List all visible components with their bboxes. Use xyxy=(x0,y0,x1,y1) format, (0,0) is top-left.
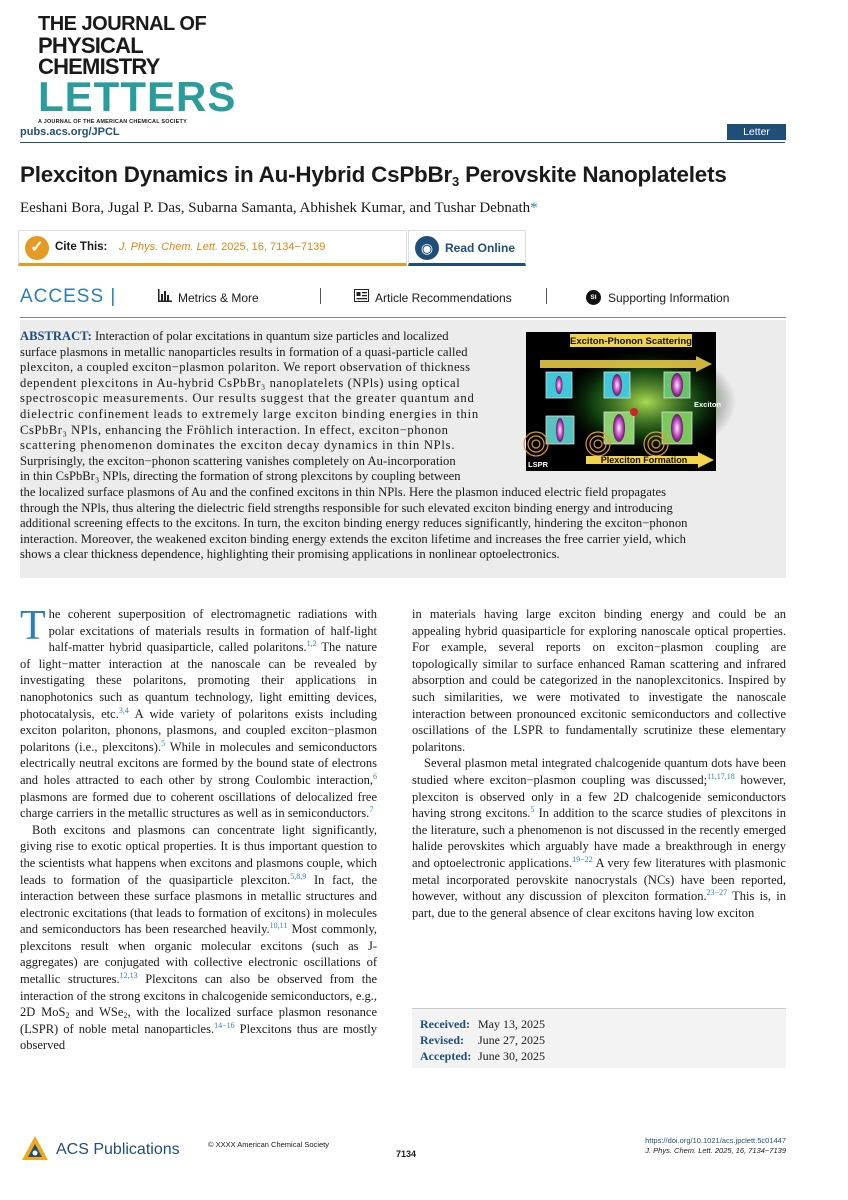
abstract-line: dependent plexcitons in Au-hybrid CsPbBr₃ nanoplatelets (NPls) using optical xyxy=(20,375,461,390)
corresponding-author-mark: * xyxy=(530,200,538,216)
abstract-line: plexciton, a coupled exciton−plasmon polariton. We report observation of thickness xyxy=(20,360,471,375)
journal-url[interactable]: pubs.acs.org/JPCL xyxy=(20,126,120,138)
toc-graphic xyxy=(526,332,722,471)
toc-cube xyxy=(546,372,572,398)
publisher-name[interactable]: ACS Publications xyxy=(56,1141,180,1158)
journal-logo-line2: PHYSICAL CHEMISTRY xyxy=(38,33,160,79)
abstract-label: ABSTRACT: xyxy=(20,329,92,343)
toc-graphic-svg xyxy=(526,332,722,471)
toc-exciton-label: Exciton xyxy=(694,400,722,409)
article-type-badge: Letter xyxy=(727,124,786,140)
accepted-label: Accepted: xyxy=(420,1049,472,1063)
paragraph-text: Both excitons and plasmons can concentrate light significantly, giving rise to exotic optical properties. It is thus important question to the scientists what happens when excitons and plasmons couple, which leads to formation of the quasiparticle plexciton.$^{5,8,9}$ In fact, the interaction between these surface plasmons in metallic structures and electronic excitations (that leads to formation of excitons) in molecules and semiconductors has been researched heavily.$^{10,11}$ Most commonly, plexcitons result when organic molecular excitons (such as J-aggregates) are conjugated with collective electronic oscillations of metallic structures.$^{12,13}$ Plexcitons can also be observed from the interaction of the strong excitons in chalcogenide semiconductors, e.g., 2D MoS$_2$ and WSe$_2$, with the localized surface plasmon resonance (LSPR) of noble metal nanoparticles.$^{14-16}$ Plexcitons thus are mostly observed xyxy=(20,822,378,1053)
received-label: Received: xyxy=(420,1017,470,1031)
bar-chart-icon xyxy=(158,289,172,306)
metrics-link[interactable]: Metrics & More xyxy=(178,291,259,305)
footer-citation: J. Phys. Chem. Lett. 2025, 16, 7134−7139 xyxy=(645,1146,786,1155)
abstract-line: additional screening effects to the excitons. In turn, the exciton binding energy reduces significantly, hindering the exciton−phonon xyxy=(20,516,688,531)
acs-logo-icon xyxy=(20,1134,50,1164)
journal-tagline: A JOURNAL OF THE AMERICAN CHEMICAL SOCIETY xyxy=(38,119,187,125)
body-paragraph xyxy=(20,822,377,1054)
body-paragraph xyxy=(20,603,377,822)
page-number: 7134 xyxy=(396,1149,417,1159)
abstract-line: spectroscopic measurements. Our results suggest that the greater quantum and xyxy=(20,391,475,406)
paragraph-text: he coherent superposition of electromagnetic radiations with polar excitations of materials results in formation of half-light half-matter hybrid quasiparticle, called polaritons.$^{1,2}$ The nature of light−matter interaction at the nanoscale can be revealed by investigating these polaritons, promoting their applications in nanophotonics such as quantum technology, light emitting devices, photocatalysis, etc.$^{3,4}$ A wide variety of polaritons exists including exciton polariton, phonons, plasmons, and coupled exciton−plasmon polaritons (i.e., plexcitons).$^5$ While in molecules and semiconductors electrically neutral excitons are formed by the bound state of electrons and holes attracted to each other by strong Coulombic interaction,$^6$ plasmons are formed due to coherent oscillations of delocalized free charge carriers in the metallic structures as well as in semiconductors.$^7$ xyxy=(20,607,377,821)
cite-label: Cite This: xyxy=(55,241,108,253)
article-history xyxy=(412,1008,786,1068)
abstract-line: in thin CsPbBr₃ NPls, directing the formation of strong plexcitons by coupling between xyxy=(20,469,461,484)
toc-lspr-label: LSPR xyxy=(528,460,549,469)
revised-label: Revised: xyxy=(420,1033,464,1047)
check-icon: ✓ xyxy=(25,236,49,260)
read-online-label: Read Online xyxy=(445,241,516,255)
abstract-line: dielectric confinement leads to extremely large exciton binding energies in thin xyxy=(20,407,479,421)
cite-rest: 2025, 16, 7134−7139 xyxy=(218,241,326,253)
paragraph-text: Several plasmon metal integrated chalcogenide quantum dots have been studied where exciton−plasmon coupling was discussed;$^{11,17,18}$ however, plexciton is observed only in a few 2D chalcogenide semiconductors having strong excitons.$^5$ In addition to the scarce studies of plexcitons in the literature, such a phenomenon is not discussed in the recently emerged halide perovskites which arguably have made a breakthrough in energy and optoelectronic applications.$^{19-22}$ A very few literatures with plasmonic metal incorporated perovskite nanocrystals (NCs) have been reported, however, without any discussion of plexciton formation.$^{23-27}$ This is, in part, due to the general absence of clear excitons having low exciton xyxy=(412,756,786,920)
globe-icon: ◉ xyxy=(415,236,439,260)
abstract-text: Interaction of polar excitations in quantum size particles and localized xyxy=(91,329,449,343)
authors-text[interactable]: Eeshani Bora, Jugal P. Das, Subarna Samanta, Abhishek Kumar, and Tushar Debnath xyxy=(20,200,531,216)
abstract-line: shows a clear thickness dependence, highlighting their promising applications in nonlinear optoelectronics. xyxy=(20,547,560,562)
toc-cube xyxy=(604,372,630,398)
access-text: ACCESS xyxy=(20,286,105,307)
article-title xyxy=(20,162,727,188)
abstract-line: scattering phenomenon dominates the exciton decay dynamics in thin NPls. xyxy=(20,438,456,453)
cite-text: J. Phys. Chem. Lett. 2025, 16, 7134−7139 xyxy=(119,241,326,253)
abstract-line: surface plasmons in metallic nanoparticles results in formation of a quasi-particle called xyxy=(20,344,468,359)
body-left-column xyxy=(20,603,378,1054)
author-list xyxy=(20,200,538,217)
abstract-line: through the NPls, thus altering the dielectric field strengths responsible for such elevated exciton binding energy and introducing xyxy=(20,500,673,515)
drop-cap: T xyxy=(20,603,46,649)
title-text: Plexciton Dynamics in Au-Hybrid CsPbBr xyxy=(20,162,453,187)
copyright: © XXXX American Chemical Society xyxy=(208,1140,329,1149)
journal-logo xyxy=(38,14,258,125)
journal-logo-line1: THE JOURNAL OF xyxy=(38,13,207,35)
title-subscript: 3 xyxy=(452,174,460,189)
abstract-line: interaction. Moreover, the weakened exciton binding energy extends the exciton lifetime and increases the free carrier yield, which xyxy=(20,531,687,546)
cite-this-box[interactable] xyxy=(18,230,407,266)
toc-cube xyxy=(546,416,574,444)
title-text-end: Perovskite Nanoplatelets xyxy=(459,162,727,187)
revised-date: June 27, 2025 xyxy=(478,1033,545,1047)
received-date: May 13, 2025 xyxy=(478,1017,545,1031)
access-separator xyxy=(320,288,321,304)
body-paragraph xyxy=(412,755,786,921)
abstract-line: Surprisingly, the exciton−phonon scattering vanishes completely on Au-incorporation xyxy=(20,453,456,468)
recommendations-link[interactable]: Article Recommendations xyxy=(375,291,512,305)
access-separator xyxy=(546,288,547,304)
supporting-info-link[interactable]: Supporting Information xyxy=(608,291,730,305)
toc-cube xyxy=(664,372,690,398)
paragraph-text: in materials having large exciton binding energy and could be an appealing hybrid quasiparticle for exploring nanoscale optical properties. For example, several reports on exciton−plasmon coupling are topologically similar to surface enhanced Raman scattering and infrared absorption and could be categorized in the nanoplexcitonics. Inspired by such similarities, we were motivated to investigate the nanoscale interaction between pronounced excitonic semiconductors and collective oscillations of the LSPR to fundamentally scrutinize these elementary polaritons. xyxy=(412,607,786,754)
body-right-column xyxy=(412,606,786,921)
supporting-info-icon: SI xyxy=(586,290,601,305)
recommendations-icon xyxy=(354,289,369,306)
header-rule xyxy=(20,142,785,143)
read-online-button[interactable] xyxy=(408,230,526,266)
abstract-line: the localized surface plasmons of Au and the confined excitons in thin NPls. Here the plasmon induced electric field propagates xyxy=(20,485,667,499)
toc-bottom-label: Plexciton Formation xyxy=(600,455,688,465)
accepted-date: June 30, 2025 xyxy=(478,1049,545,1063)
abstract-line: CsPbBr₃ NPls, enhancing the Fröhlich interaction. In effect, exciton−phonon xyxy=(20,422,449,437)
body-paragraph xyxy=(412,606,786,755)
access-label: ACCESS | xyxy=(20,286,117,307)
toc-top-label: Exciton-Phonon Scattering xyxy=(570,336,692,347)
access-bar xyxy=(20,282,786,318)
journal-logo-line3: LETTERS xyxy=(38,73,237,120)
abstract-line xyxy=(20,329,449,345)
doi-link[interactable]: https://doi.org/10.1021/acs.jpclett.5c01447 xyxy=(645,1136,786,1145)
